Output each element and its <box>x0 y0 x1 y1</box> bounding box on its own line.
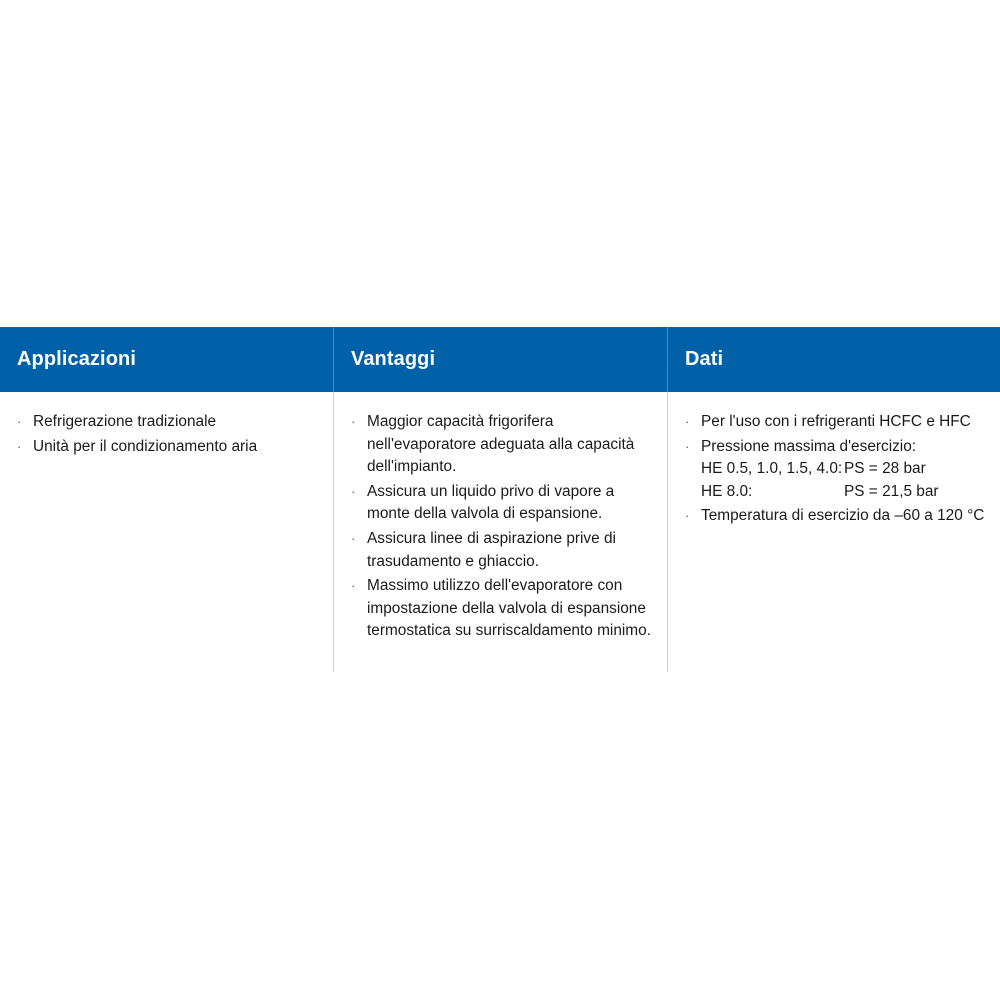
list-item: · Temperatura di esercizio da –60 a 120 °C <box>685 505 988 528</box>
column-body-applicazioni <box>0 392 333 672</box>
pressure-row <box>701 481 988 504</box>
column-body-dati <box>668 392 1000 672</box>
pressure-model: HE 0.5, 1.0, 1.5, 4.0: <box>701 460 843 478</box>
bullet-icon: · <box>351 414 356 429</box>
list-item: · Assicura linee di aspirazione prive di trasudamento e ghiaccio. <box>351 529 616 570</box>
bullet-icon: · <box>17 414 22 429</box>
bullet-icon: · <box>685 414 690 429</box>
bullet-icon: · <box>685 438 690 454</box>
bullet-icon: · <box>351 578 356 594</box>
pressure-model: HE 8.0: <box>701 482 753 500</box>
pressure-value: PS = 21,5 bar <box>844 482 939 500</box>
bullet-icon: · <box>351 483 356 499</box>
dati-list <box>685 411 988 528</box>
bullet-icon: · <box>351 530 356 546</box>
list-item: · Maggior capacità frigorifera nell'evaporatore adeguata alla capacità dell'impianto. <box>351 413 635 476</box>
list-item: · Refrigerazione tradizionale <box>17 411 321 434</box>
pressure-value: PS = 28 bar <box>844 460 926 478</box>
bullet-icon: · <box>17 438 22 454</box>
pressure-row <box>701 458 988 481</box>
column-header-dati: Dati <box>667 327 1000 392</box>
list-item: · Unità per il condizionamento aria <box>17 436 321 459</box>
list-item: · Assicura un liquido privo di vapore a monte della valvola di espansione. <box>351 482 615 523</box>
list-item: · Massimo utilizzo dell'evaporatore con impostazione della valvola di espansione termostatica su surriscaldamento minimo. <box>351 577 651 640</box>
column-applicazioni <box>0 327 333 672</box>
bullet-icon: · <box>685 508 690 524</box>
list-item: · Per l'uso con i refrigeranti HCFC e HFC <box>685 411 988 434</box>
applicazioni-list <box>17 411 321 458</box>
column-body-vantaggi <box>334 392 667 672</box>
list-item: · Pressione massima d'esercizio: HE 0.5, 1.0, 1.5, 4.0: PS = 28 bar HE 8.0: PS = 21,5 bar <box>685 436 988 504</box>
spec-table <box>0 327 1000 672</box>
vantaggi-list <box>351 411 655 643</box>
column-vantaggi <box>333 327 667 672</box>
column-header-vantaggi: Vantaggi <box>333 327 667 392</box>
column-dati <box>667 327 1000 672</box>
column-header-applicazioni: Applicazioni <box>0 327 333 392</box>
